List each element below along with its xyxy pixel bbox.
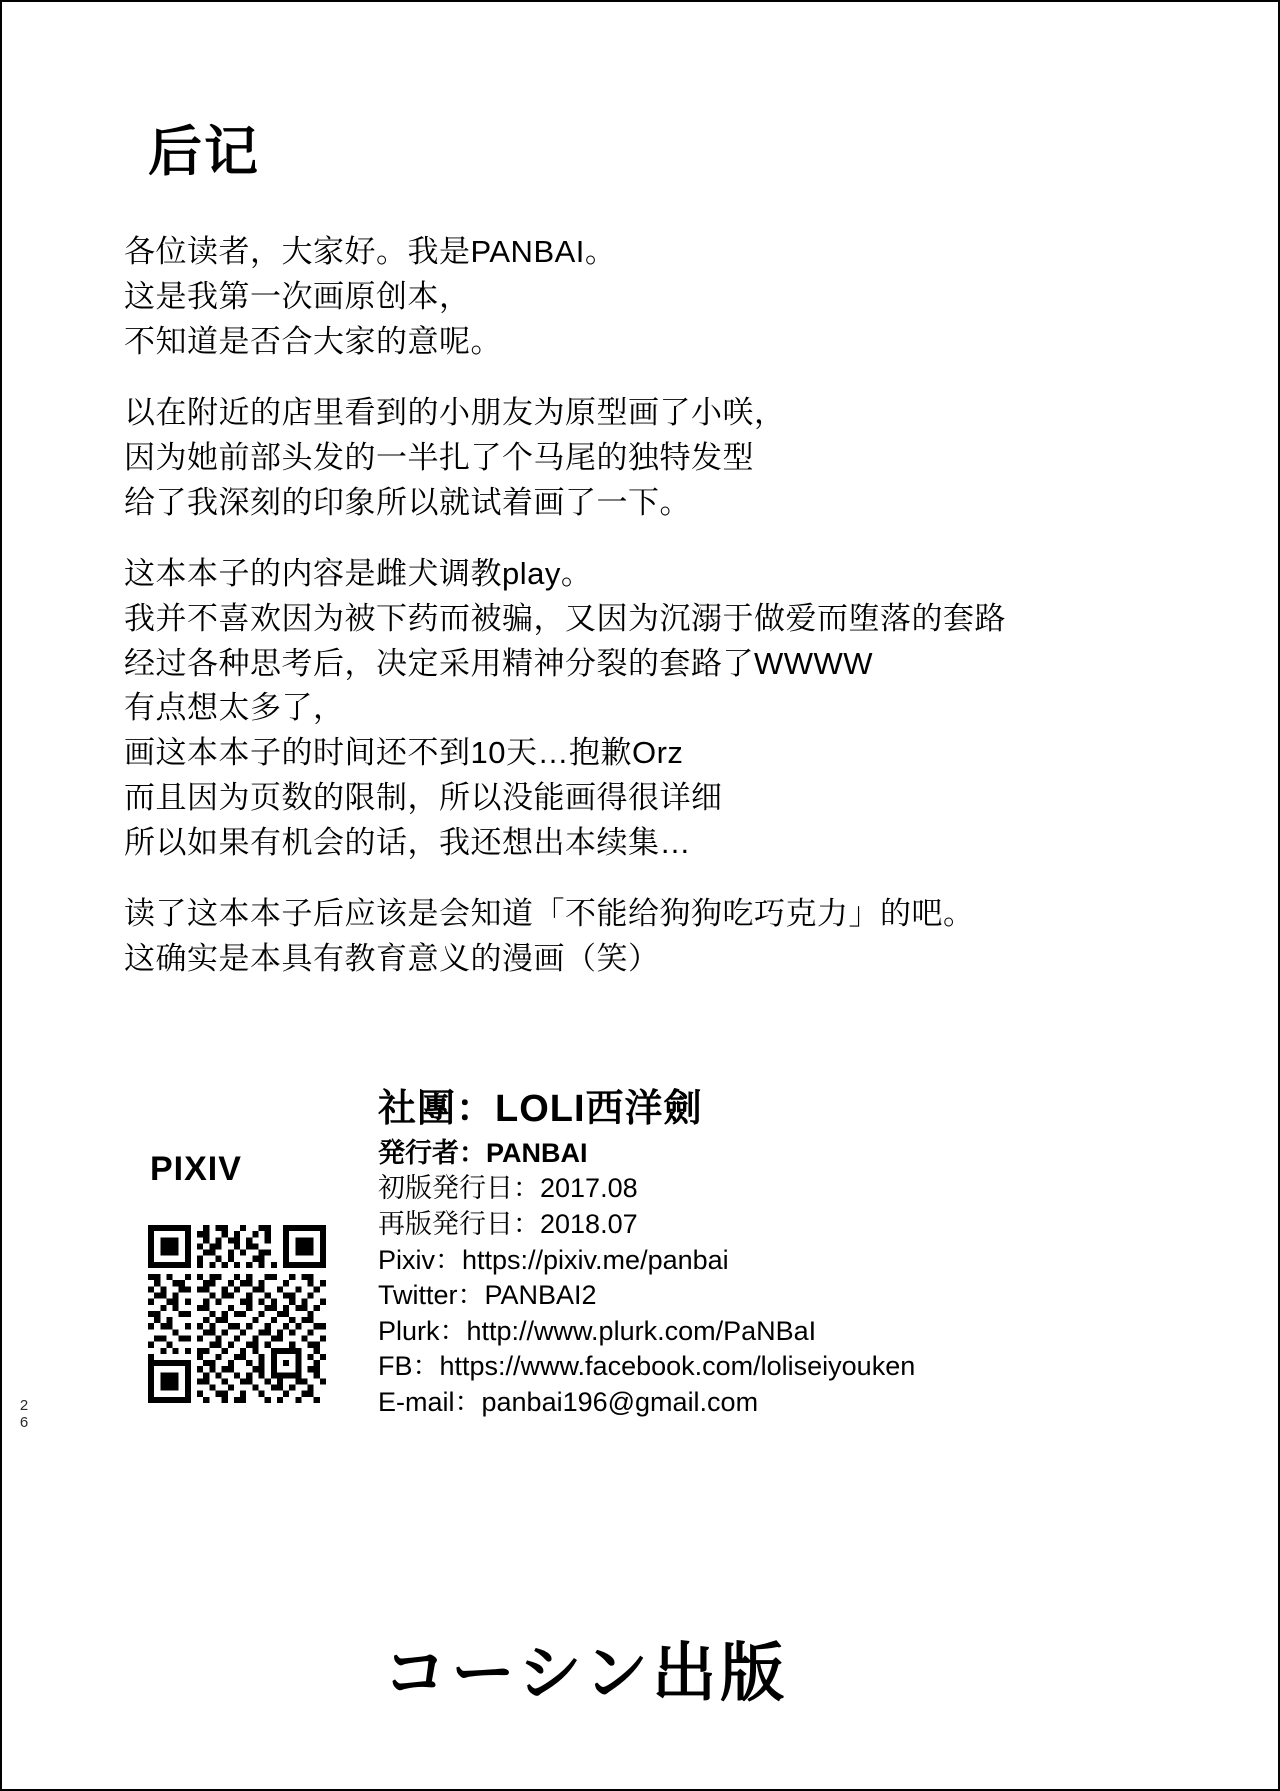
paragraph-4: [124, 892, 1204, 982]
text-line: 有点想太多了，: [124, 690, 345, 726]
facebook-link[interactable]: FB：https://www.facebook.com/loliseiyouken: [378, 1351, 916, 1382]
text-line: 以在附近的店里看到的小朋友为原型画了小咲，: [124, 394, 786, 430]
first-edition-date: 初版発行日：2017.08: [378, 1173, 638, 1204]
twitter-handle[interactable]: Twitter：PANBAI2: [378, 1280, 597, 1311]
paragraph-3: [124, 552, 1204, 867]
text-line: 这本本子的内容是雌犬调教play。: [124, 555, 593, 591]
publisher-name: コーシン出版: [383, 1637, 789, 1711]
colophon-block: [378, 1088, 1208, 1421]
text-line: 画这本本子的时间还不到10天…抱歉Orz: [124, 735, 684, 771]
email-address[interactable]: E-mail：panbai196@gmail.com: [378, 1387, 759, 1418]
page-title: 后记: [148, 122, 260, 182]
page-number: [16, 1398, 32, 1431]
qr-code-icon: [148, 1225, 326, 1403]
author-line: 発行者：PANBAI: [378, 1137, 588, 1168]
paragraph-2: [124, 391, 1204, 526]
text-line: 我并不喜欢因为被下药而被骗，又因为沉溺于做爱而堕落的套路: [124, 600, 1006, 636]
text-line: 而且因为页数的限制，所以没能画得很详细: [124, 780, 723, 816]
circle-name: 社團：LOLI西洋劍: [378, 1088, 703, 1130]
page-number-digit-1: 2: [19, 1397, 29, 1414]
pixiv-link[interactable]: Pixiv：https://pixiv.me/panbai: [378, 1244, 729, 1275]
qr-code-graphic: [148, 1225, 326, 1403]
page-number-digit-2: 6: [19, 1413, 29, 1431]
reprint-date: 再版発行日：2018.07: [378, 1208, 638, 1239]
text-line: 各位读者，大家好。我是PANBAI。: [124, 234, 617, 269]
afterword-body: [124, 230, 1204, 1008]
text-line: 读了这本本子后应该是会知道「不能给狗狗吃巧克力」的吧。: [124, 896, 975, 932]
text-line: 不知道是否合大家的意呢。: [124, 323, 502, 359]
plurk-link[interactable]: Plurk：http://www.plurk.com/PaNBaI: [378, 1315, 817, 1346]
text-line: 经过各种思考后，决定采用精神分裂的套路了WWWW: [124, 645, 874, 681]
text-line: 因为她前部头发的一半扎了个马尾的独特发型: [124, 439, 754, 475]
text-line: 所以如果有机会的话，我还想出本续集…: [124, 825, 691, 861]
text-line: 给了我深刻的印象所以就试着画了一下。: [124, 484, 691, 520]
paragraph-1: [124, 230, 1204, 365]
text-line: 这是我第一次画原创本，: [124, 278, 471, 314]
pixiv-label: PIXIV: [150, 1150, 242, 1188]
text-line: 这确实是本具有教育意义的漫画（笑）: [124, 941, 660, 977]
